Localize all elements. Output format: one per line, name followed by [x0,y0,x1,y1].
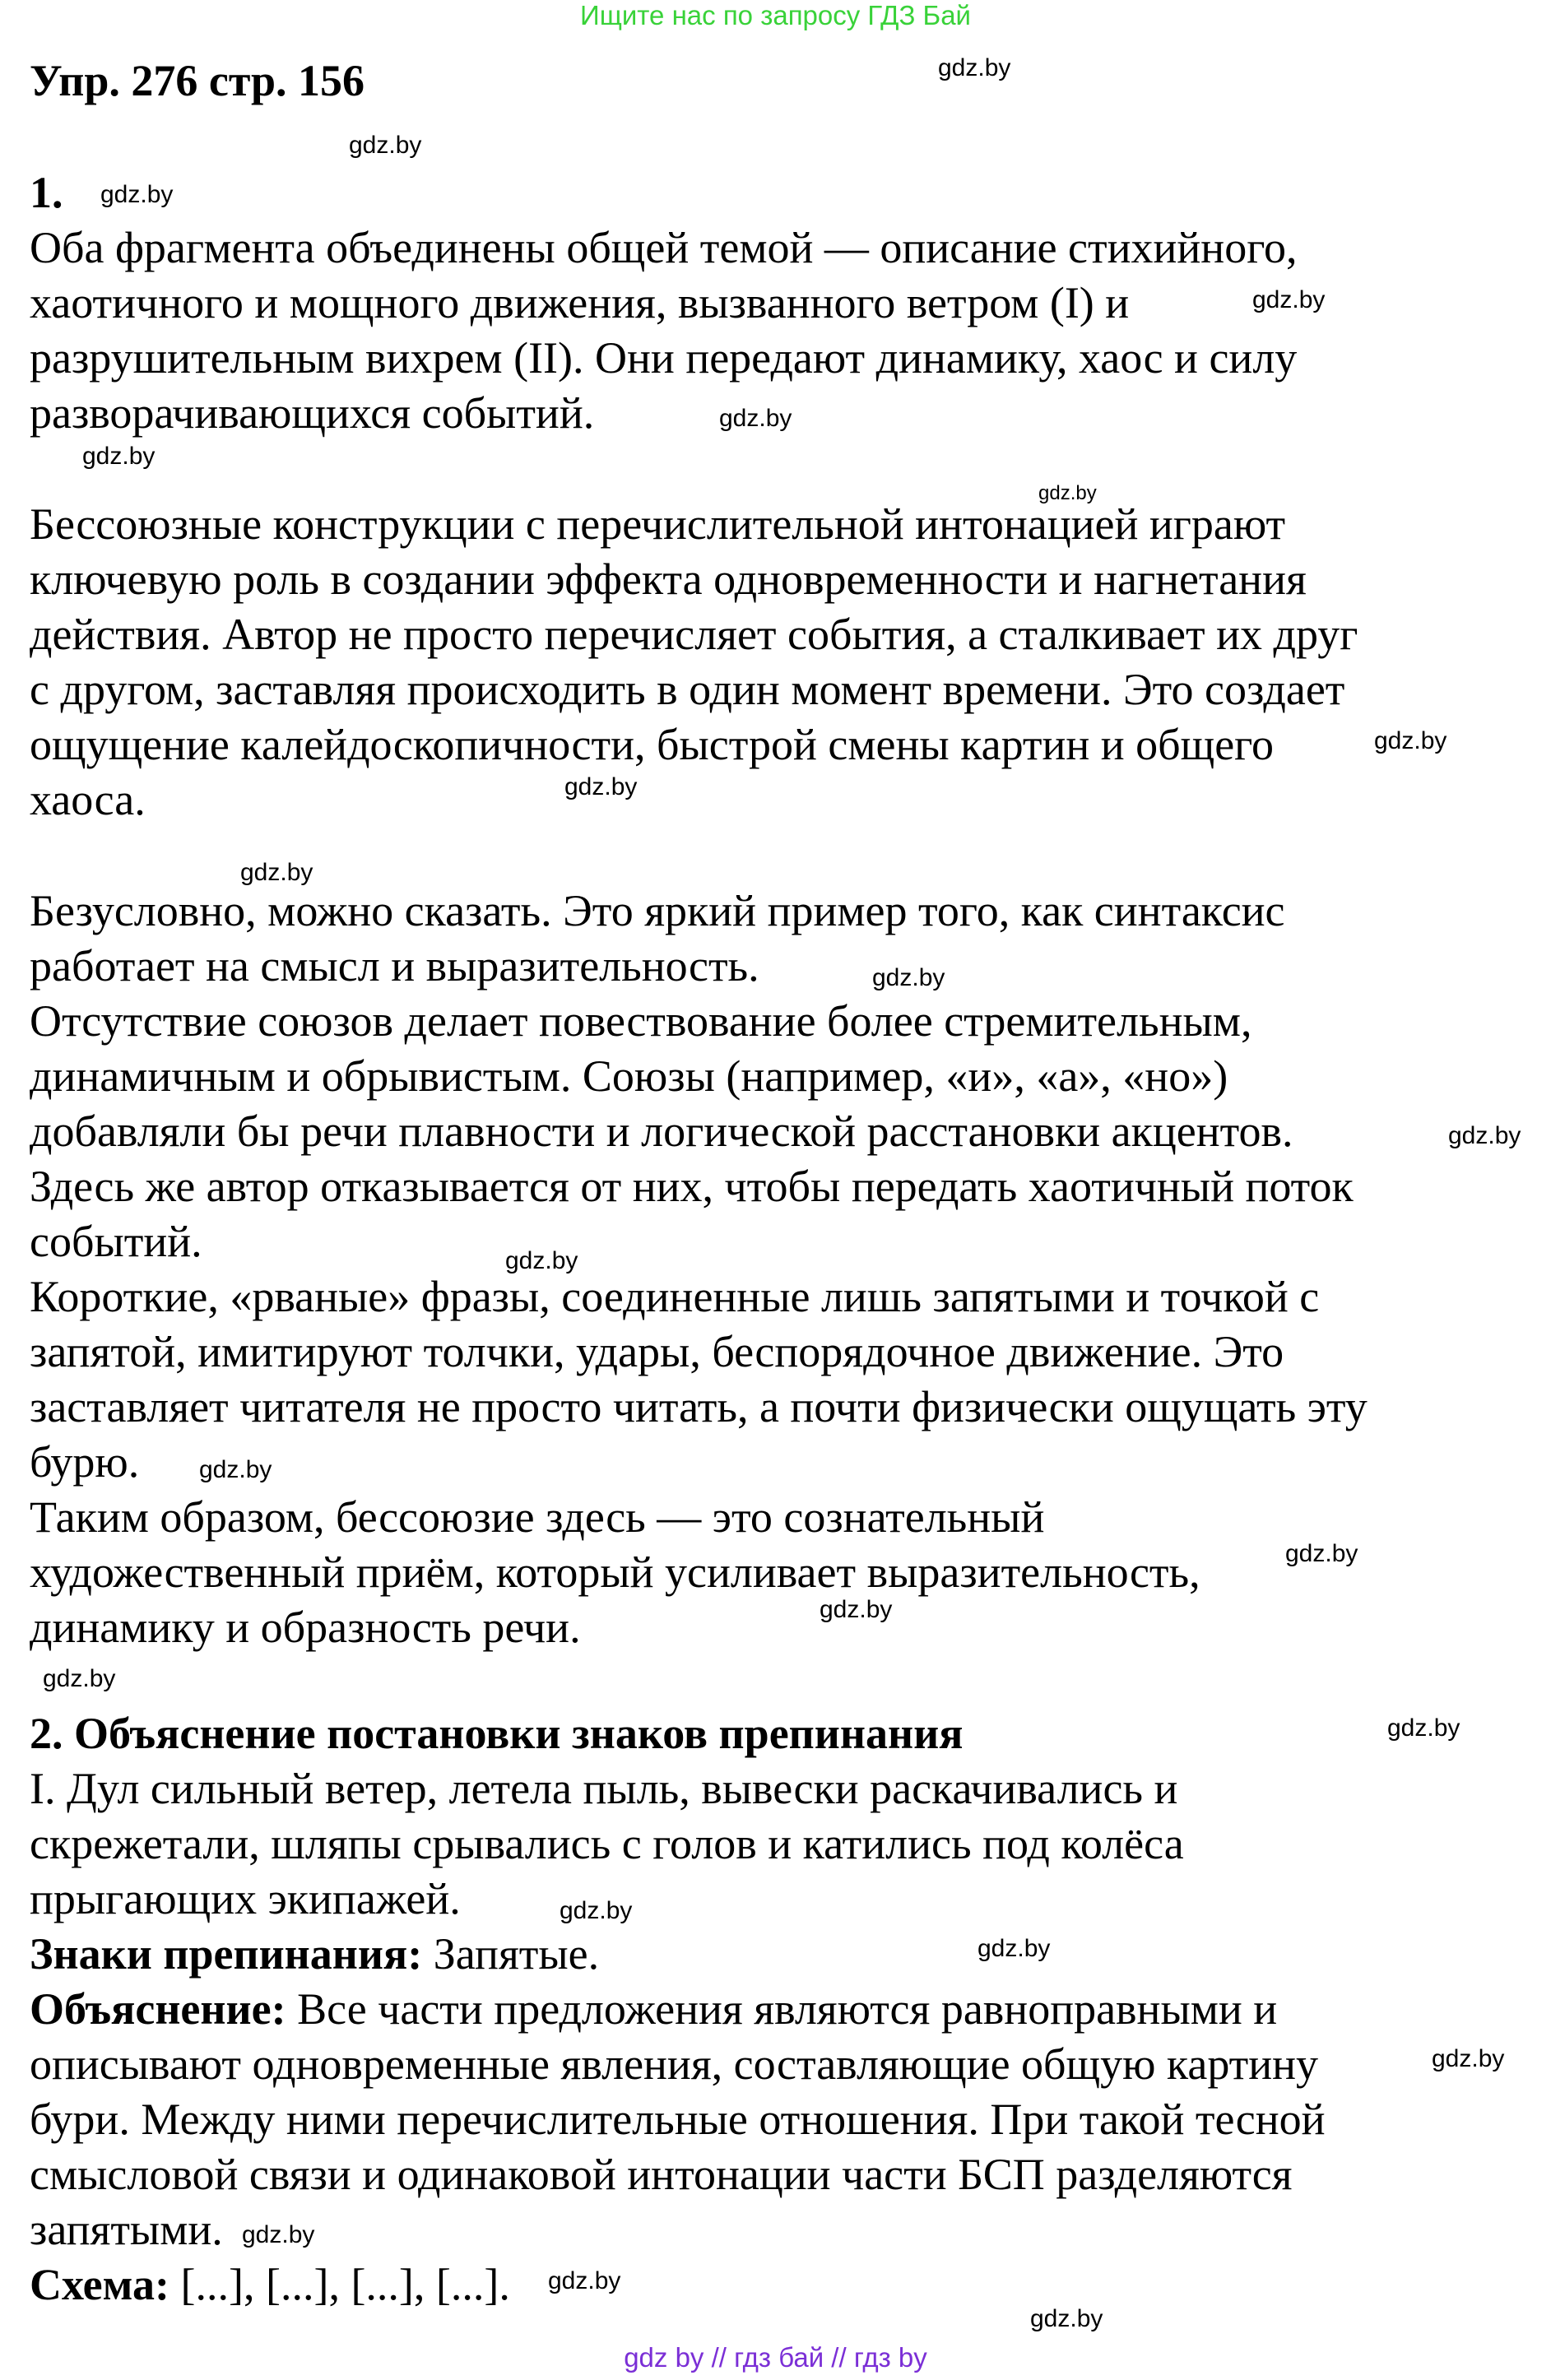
punctuation-marks-line [30,1927,1511,1982]
watermark: gdz.by [199,1456,272,1483]
explanation-label: Объяснение: [30,1984,286,2034]
text-line: художественный приём, который усиливает выразительность, [30,1547,1200,1597]
explanation-line [30,1982,1511,2037]
text-line: Короткие, «рваные» фразы, соединенные лишь запятыми и точкой с [30,1272,1320,1321]
text-line: разрушительным вихрем (II). Они передают динамику, хаос и силу [30,333,1298,383]
watermark: gdz.by [82,443,156,470]
top-banner[interactable]: Ищите нас по запросу ГДЗ Бай [580,0,971,30]
scheme-value: [...], [...], [...], [...]. [169,2260,510,2309]
watermark: gdz.by [1252,286,1326,313]
punctuation-marks-label: Знаки препинания: [30,1929,423,1979]
text-line: Отсутствие союзов делает повествование более стремительным, [30,996,1252,1046]
watermark: gdz.by [43,1665,116,1692]
text-line: скрежетали, шляпы срывались с голов и катились под колёса [30,1819,1184,1868]
text-line: хаотичного и мощного движения, вызванного ветром (I) и [30,278,1130,327]
text-line: хаоса. [30,775,146,824]
punctuation-marks-value: Запятые. [422,1929,600,1979]
text-line: Безусловно, можно сказать. Это яркий пример того, как синтаксис [30,886,1285,935]
text-line: бури. Между ними перечислительные отношения. При такой тесной [30,2095,1326,2144]
watermark: gdz.by [1038,482,1097,504]
watermark: gdz.by [505,1247,578,1274]
text-line: действия. Автор не просто перечисляет события, а сталкивает их друг [30,610,1358,659]
text-line: работает на смысл и выразительность. [30,941,759,991]
text-line: динамику и образность речи. [30,1603,581,1652]
text-line: Здесь же автор отказывается от них, чтобы передать хаотичный поток [30,1162,1354,1211]
text-line: I. Дул сильный ветер, летела пыль, вывески раскачивались и [30,1764,1178,1813]
footer-links[interactable]: gdz by // гдз бай // гдз by [624,2342,927,2373]
exercise-title: Упр. 276 стр. 156 [30,56,365,105]
text-line: событий. [30,1217,202,1266]
text-line: с другом, заставляя происходить в один момент времени. Это создает [30,665,1345,714]
text-line: смысловой связи и одинаковой интонации части БСП разделяются [30,2150,1293,2199]
text-line: динамичным и обрывистым. Союзы (например, «и», «а», «но») [30,1051,1228,1101]
section-1-number: 1. [30,168,63,217]
text-line: добавляли бы речи плавности и логической расстановки акцентов. [30,1106,1293,1156]
watermark: gdz.by [242,2221,315,2248]
text-line: заставляет читателя не просто читать, а почти физически ощущать эту [30,1382,1368,1431]
explanation-text: Все части предложения являются равноправными и [286,1984,1278,2034]
watermark: gdz.by [978,1935,1051,1962]
text-line: разворачивающихся событий. [30,388,595,438]
text-line: запятой, имитируют толчки, удары, беспорядочное движение. Это [30,1327,1284,1376]
watermark: gdz.by [1374,727,1447,754]
text-line: прыгающих экипажей. [30,1874,461,1923]
section-2-heading: 2. Объяснение постановки знаков препинания [30,1709,964,1758]
watermark: gdz.by [548,2267,621,2294]
watermark: gdz.by [719,405,792,432]
text-line: ключевую роль в создании эффекта одновременности и нагнетания [30,554,1307,604]
scheme-line [30,2257,1511,2313]
text-line: Таким образом, бессоюзие здесь — это сознательный [30,1492,1045,1542]
watermark: gdz.by [1030,2305,1103,2332]
text-line: Бессоюзные конструкции с перечислительной интонацией играют [30,499,1286,549]
scheme-label: Схема: [30,2260,170,2309]
watermark: gdz.by [1448,1122,1521,1149]
watermark: gdz.by [1387,1714,1460,1742]
text-line: описывают одновременные явления, составляющие общую картину [30,2039,1318,2089]
watermark: gdz.by [560,1897,633,1924]
watermark: gdz.by [938,54,1011,81]
text-line: запятыми. [30,2205,223,2254]
watermark: gdz.by [349,132,422,159]
watermark: gdz.by [872,964,945,991]
watermark: gdz.by [564,773,638,800]
text-line: ощущение калейдоскопичности, быстрой смены картин и общего [30,720,1274,769]
watermark: gdz.by [240,859,313,886]
watermark: gdz.by [820,1596,893,1623]
text-line: бурю. [30,1437,140,1487]
watermark: gdz.by [1285,1540,1358,1567]
paragraph-2 [30,497,1511,828]
watermark: gdz.by [1432,2045,1505,2072]
text-line: Оба фрагмента объединены общей темой — описание стихийного, [30,223,1298,272]
watermark: gdz.by [100,181,174,208]
